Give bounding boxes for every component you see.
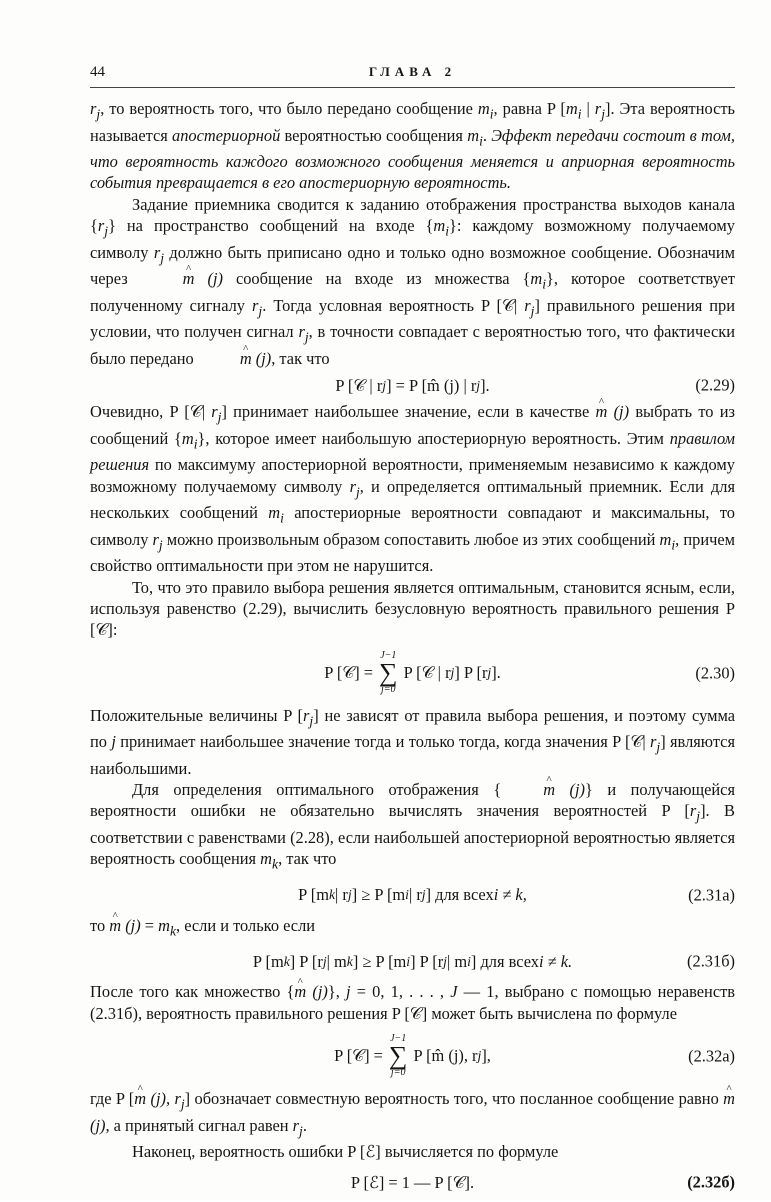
header-rule: [90, 87, 735, 88]
equation-2-32b: P [ℰ] = 1 — P [𝒞]. (2.32б): [350, 1172, 735, 1192]
main-text: [90, 98, 735, 1202]
paragraph-5: Положительные величины P $[r_j]$ не зависят от правила выбора решения, и поэтому сумма по j принимает наибольшее значение тогда и только тогда, когда значения P [𝒞| $r_j$] являются наибольшими.: [90, 705, 735, 778]
paragraph-1: $r_j$, то вероятность того, что было передано сообщение $m_i$, равна P [$m_i$ | $r_j$]. Эта вероятность называется апостериорной вероятностью сообщения $m_i$. Эффект передачи состоит в том, что вероятность каждого возможного сообщения меняется и априорная вероятность события превращается в его апостериорную вероятность.: [90, 99, 735, 193]
equation-2-32a: P [𝒞] = J−1 ∑ j=0 P [m̂ (j), r j ], (2.32а): [334, 1032, 735, 1078]
equation-number: (2.32б): [687, 1172, 735, 1192]
equation-number: (2.29): [695, 375, 735, 395]
paragraph-6: Для определения оптимального отображения {^ m (j)} и получающейся вероятности ошибки не обязательно вычислять значения вероятностей P $[r_j]$. В соответствии с равенствами (2.28), если наибольшей апостериорной вероятностью является вероятность сообщения $m_k$, так что: [90, 779, 735, 875]
paragraph-4: То, что это правило выбора решения является оптимальным, становится ясным, если, используя равенство (2.29), вычислить безусловную вероятность правильного решения P [𝒞]:: [90, 577, 735, 640]
paragraph-10: Наконец, вероятность ошибки P [ℰ] вычисляется по формуле: [132, 1142, 559, 1162]
paragraph-9: где P [^ m (j), $r_j$] обозначает совместную вероятность того, что посланное сообщение равно ^ m (j), а принятый сигнал равен $r_j$.: [90, 1088, 735, 1141]
running-header: [90, 64, 735, 88]
paragraph-7: то ^ m $(j) = m_k$, если и только если: [90, 915, 735, 942]
equation-2-31a: P [m k | r j ] ≥ P [m i | r j ] для всех i ≠ k, (2.31а): [298, 885, 735, 905]
paragraph-3: Очевидно, P [𝒞| $r_j$] принимает наибольшее значение, если в качестве ^ m (j) выбрать то из сообщений $\{m_i\}$, которое имеет наибольшую апостериорную вероятность. Этим правилом решения по максимуму апостериорной вероятности, применяемым независимо к каждому возможному получаемому символу $r_j$, и определяется оптимальный приемник. Если для нескольких сообщений $m_i$ апостериорные вероятности совпадают и максимальны, то символу $r_j$ можно произвольным образом сопоставить любое из этих сообщений $m_i$, причем свойство оптимальности при этом не нарушится.: [90, 401, 735, 576]
equation-2-30: P [𝒞] = J−1 ∑ j=0 P [𝒞 | r j ] P [r j ]. (2.30): [324, 649, 735, 695]
equation-2-31b: P [m k ] P [r j | m k ] ≥ P [m i ] P [r j | m i ] для всех i ≠ k. (2.31б): [252, 951, 735, 971]
equation-number: (2.31а): [688, 885, 735, 905]
sum-symbol: J−1 ∑ j=0: [379, 649, 398, 695]
equation-number: (2.31б): [687, 951, 735, 971]
page-number: 44: [90, 64, 105, 80]
paragraph-2: Задание приемника сводится к заданию отображения пространства выходов канала $\{r_j\}$ на пространство сообщений на входе $\{m_i\}$: каждому возможному получаемому символу $r_j$ должно быть приписано одно и только одно возможное сообщение. Обозначим через ^ m (j) сообщение на входе из множества $\{m_i\}$, которое соответствует полученному сигналу $r_j$. Тогда условная вероятность P [𝒞| $r_j$] правильного решения при условии, что получен сигнал $r_j$, в точности совпадает с вероятностью того, что фактически было передано ^ m (j), так что: [90, 194, 735, 369]
paragraph-8: После того как множество {^ m (j)}, j = 0, 1, . . . , J — 1, выбрано с помощью неравенств (2.31б), вероятность правильного решения P [𝒞] может быть вычислена по формуле: [90, 981, 735, 1024]
equation-number: (2.30): [695, 662, 735, 682]
equation-number: (2.32а): [688, 1046, 735, 1066]
equation-2-29: P [𝒞 | r j ] = P [m̂ (j) | r j ]. (2.29): [335, 375, 735, 395]
chapter-title: ГЛАВА 2: [368, 64, 457, 79]
sum-symbol: J−1 ∑ j=0: [388, 1032, 408, 1078]
